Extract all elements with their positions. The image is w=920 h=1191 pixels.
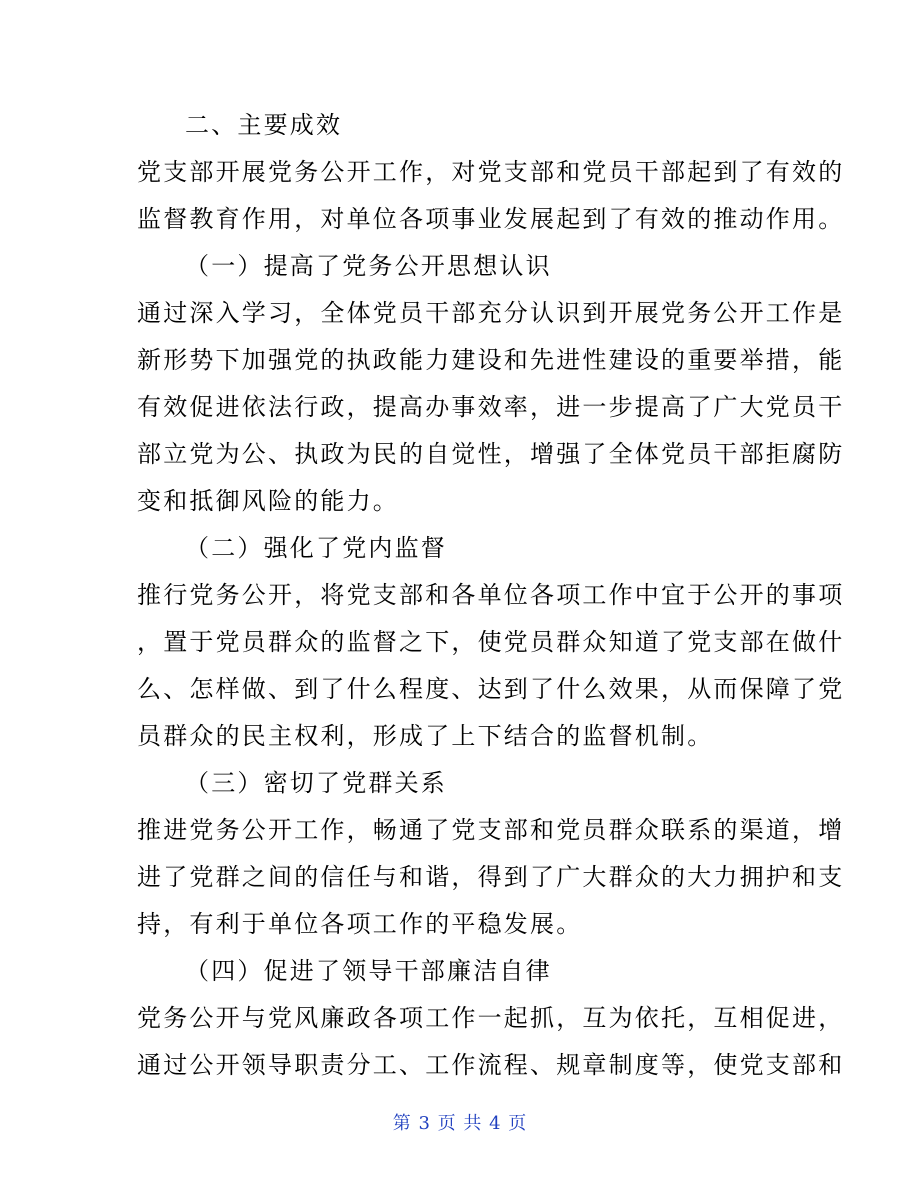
body-line: 部立党为公、执政为民的自觉性，增强了全体党员干部拒腐防 — [137, 440, 845, 468]
body-line: 员群众的民主权利，形成了上下结合的监督机制。 — [137, 722, 714, 750]
body-line: 通过深入学习，全体党员干部充分认识到开展党务公开工作是 — [137, 299, 845, 327]
subsection-heading: （二）强化了党内监督 — [185, 534, 447, 562]
body-line: 党务公开与党风廉政各项工作一起抓，互为依托，互相促进， — [137, 1004, 845, 1032]
body-line: 推进党务公开工作，畅通了党支部和党员群众联系的渠道，增 — [137, 816, 845, 844]
page-footer: 第 3 页 共 4 页 — [392, 1113, 528, 1134]
body-line: 通过公开领导职责分工、工作流程、规章制度等，使党支部和 — [137, 1051, 845, 1079]
body-line: ，置于党员群众的监督之下，使党员群众知道了党支部在做什 — [137, 628, 845, 656]
subsection-heading: （一）提高了党务公开思想认识 — [185, 252, 552, 280]
subsection-heading: （三）密切了党群关系 — [185, 769, 447, 797]
body-line: 新形势下加强党的执政能力建设和先进性建设的重要举措，能 — [137, 346, 845, 374]
body-line: 推行党务公开，将党支部和各单位各项工作中宜于公开的事项 — [137, 581, 845, 609]
body-line: 进了党群之间的信任与和谐，得到了广大群众的大力拥护和支 — [137, 863, 845, 891]
body-line: 党支部开展党务公开工作，对党支部和党员干部起到了有效的 — [137, 158, 845, 186]
body-line: 有效促进依法行政，提高办事效率，进一步提高了广大党员干 — [137, 393, 845, 421]
body-line: 监督教育作用，对单位各项事业发展起到了有效的推动作用。 — [137, 205, 845, 233]
section-heading: 二、主要成效 — [185, 111, 343, 139]
subsection-heading: （四）促进了领导干部廉洁自律 — [185, 957, 552, 985]
body-line: 变和抵御风险的能力。 — [137, 487, 399, 515]
body-line: 么、怎样做、到了什么程度、达到了什么效果，从而保障了党 — [137, 675, 845, 703]
body-line: 持，有利于单位各项工作的平稳发展。 — [137, 910, 583, 938]
